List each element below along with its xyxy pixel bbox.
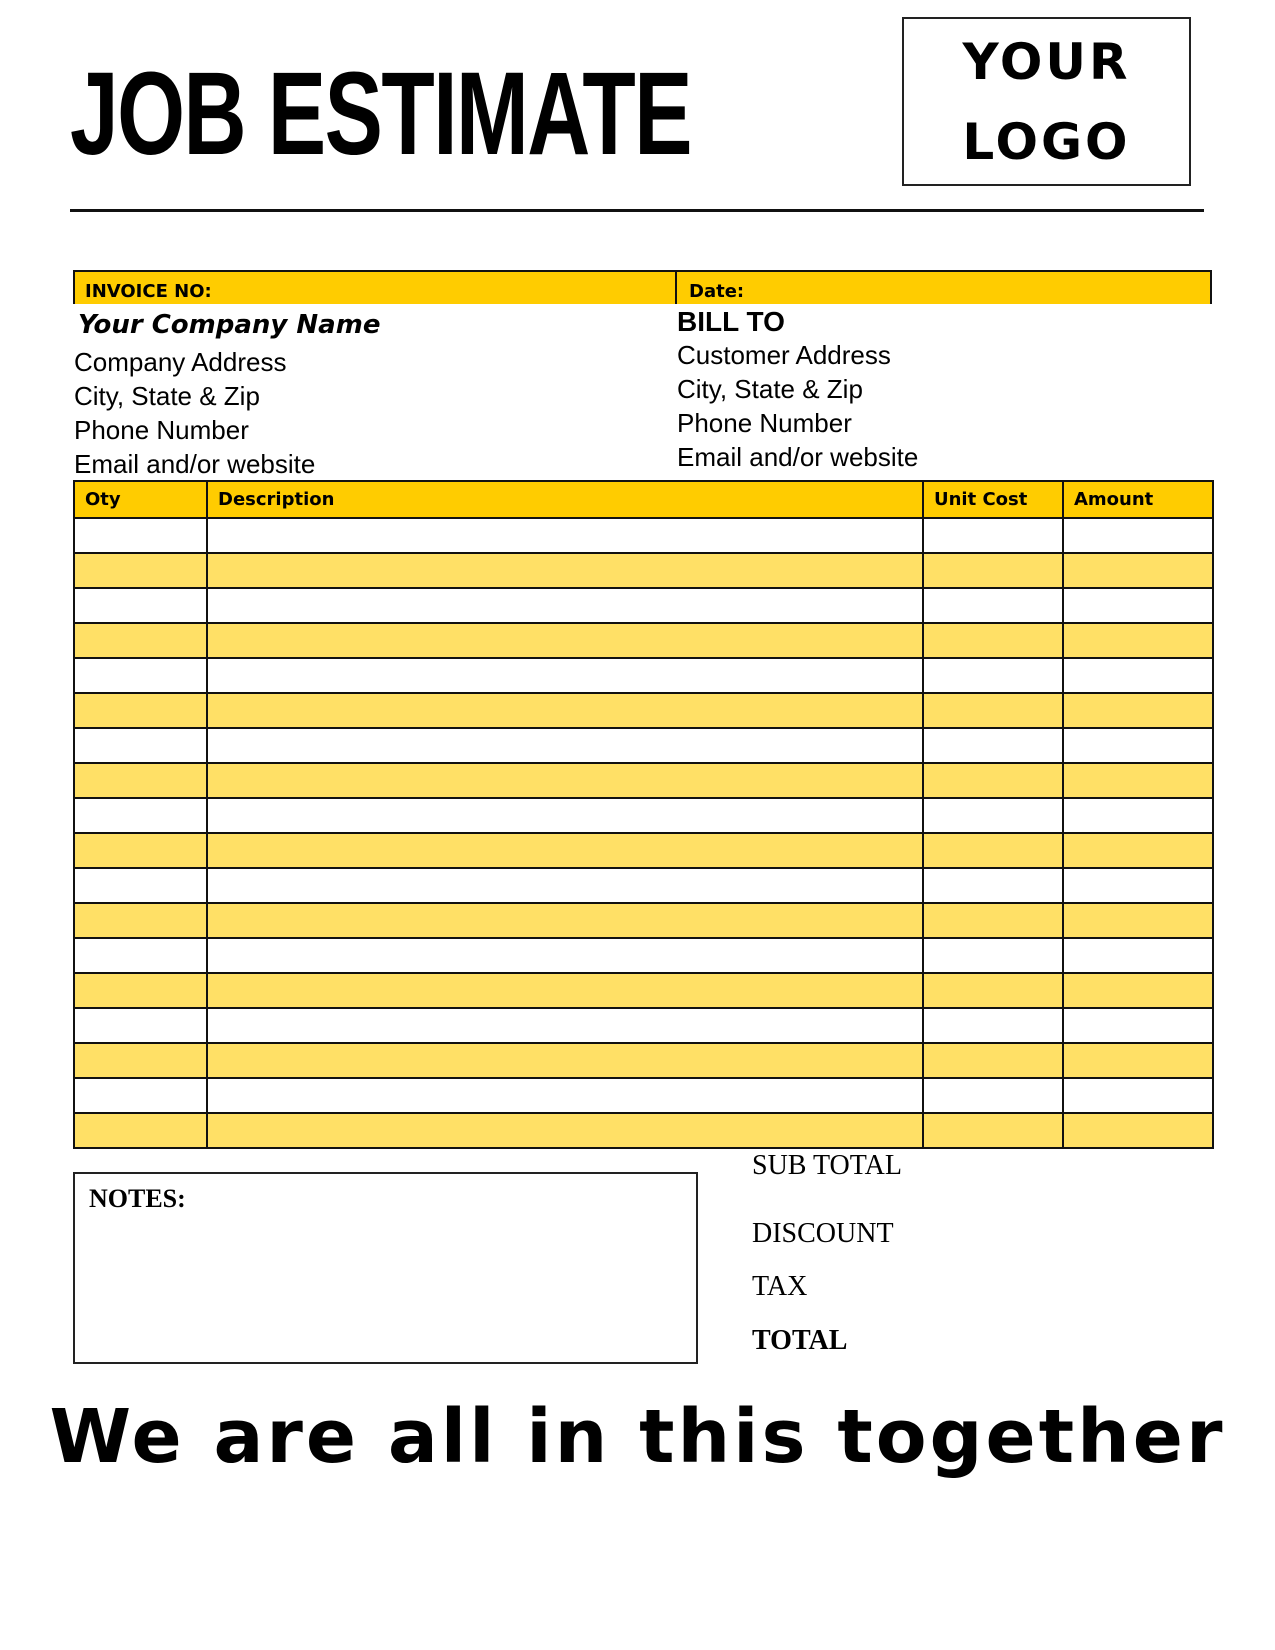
description-cell[interactable]: [207, 1078, 923, 1113]
table-row: [74, 973, 1213, 1008]
description-cell[interactable]: [207, 868, 923, 903]
logo-text-line1: YOUR: [962, 32, 1131, 91]
unit-cost-cell[interactable]: [923, 868, 1063, 903]
discount-label: DISCOUNT: [752, 1218, 894, 1249]
amount-cell[interactable]: [1063, 623, 1213, 658]
amount-cell[interactable]: [1063, 833, 1213, 868]
qty-cell[interactable]: [74, 973, 207, 1008]
tax-label: TAX: [752, 1271, 808, 1302]
line-items-table: [73, 480, 1214, 1149]
amount-cell[interactable]: [1063, 868, 1213, 903]
company-phone: Phone Number: [74, 415, 249, 445]
table-row: [74, 833, 1213, 868]
amount-cell[interactable]: [1063, 693, 1213, 728]
description-cell[interactable]: [207, 1008, 923, 1043]
company-city: City, State & Zip: [74, 381, 260, 411]
table-row: [74, 658, 1213, 693]
amount-cell[interactable]: [1063, 1113, 1213, 1148]
qty-cell[interactable]: [74, 693, 207, 728]
description-cell[interactable]: [207, 973, 923, 1008]
info-bar-divider: [675, 270, 677, 304]
description-cell[interactable]: [207, 658, 923, 693]
unit-cost-cell[interactable]: [923, 728, 1063, 763]
unit-cost-cell[interactable]: [923, 623, 1063, 658]
table-row: [74, 868, 1213, 903]
column-header-qty: Oty: [74, 481, 207, 518]
description-cell[interactable]: [207, 728, 923, 763]
description-cell[interactable]: [207, 938, 923, 973]
qty-cell[interactable]: [74, 518, 207, 553]
date-label: Date:: [689, 281, 745, 302]
customer-city: City, State & Zip: [677, 374, 863, 404]
title-divider: [70, 209, 1204, 212]
description-cell[interactable]: [207, 1043, 923, 1078]
customer-address: Customer Address: [677, 340, 891, 370]
amount-cell[interactable]: [1063, 938, 1213, 973]
unit-cost-cell[interactable]: [923, 833, 1063, 868]
info-header-bar: [73, 270, 1212, 304]
qty-cell[interactable]: [74, 1043, 207, 1078]
logo-placeholder: [902, 17, 1191, 186]
total-label: TOTAL: [752, 1325, 848, 1356]
description-cell[interactable]: [207, 693, 923, 728]
column-header-unit-cost: Unit Cost: [923, 481, 1063, 518]
column-header-amount: Amount: [1063, 481, 1213, 518]
table-row: [74, 938, 1213, 973]
amount-cell[interactable]: [1063, 1008, 1213, 1043]
table-row: [74, 553, 1213, 588]
table-row: [74, 588, 1213, 623]
amount-cell[interactable]: [1063, 798, 1213, 833]
table-row: [74, 623, 1213, 658]
description-cell[interactable]: [207, 833, 923, 868]
qty-cell[interactable]: [74, 1078, 207, 1113]
subtotal-label: SUB TOTAL: [752, 1150, 902, 1181]
description-cell[interactable]: [207, 903, 923, 938]
unit-cost-cell[interactable]: [923, 1043, 1063, 1078]
amount-cell[interactable]: [1063, 763, 1213, 798]
footer-tagline: We are all in this together: [49, 1394, 1226, 1480]
table-row: [74, 1008, 1213, 1043]
unit-cost-cell[interactable]: [923, 1078, 1063, 1113]
bill-to-heading: BILL TO: [677, 306, 785, 337]
table-row: [74, 1043, 1213, 1078]
description-cell[interactable]: [207, 1113, 923, 1148]
page-title: JOB ESTIMATE: [70, 48, 692, 180]
description-cell[interactable]: [207, 518, 923, 553]
table-row: [74, 518, 1213, 553]
unit-cost-cell[interactable]: [923, 1113, 1063, 1148]
unit-cost-cell[interactable]: [923, 798, 1063, 833]
table-body: [74, 518, 1213, 1148]
description-cell[interactable]: [207, 623, 923, 658]
table-row: [74, 728, 1213, 763]
unit-cost-cell[interactable]: [923, 1008, 1063, 1043]
unit-cost-cell[interactable]: [923, 763, 1063, 798]
amount-cell[interactable]: [1063, 903, 1213, 938]
unit-cost-cell[interactable]: [923, 903, 1063, 938]
qty-cell[interactable]: [74, 938, 207, 973]
description-cell[interactable]: [207, 553, 923, 588]
qty-cell[interactable]: [74, 1113, 207, 1148]
amount-cell[interactable]: [1063, 588, 1213, 623]
invoice-number-label: INVOICE NO:: [85, 281, 212, 302]
amount-cell[interactable]: [1063, 973, 1213, 1008]
unit-cost-cell[interactable]: [923, 518, 1063, 553]
amount-cell[interactable]: [1063, 1043, 1213, 1078]
qty-cell[interactable]: [74, 588, 207, 623]
qty-cell[interactable]: [74, 623, 207, 658]
description-cell[interactable]: [207, 588, 923, 623]
qty-cell[interactable]: [74, 553, 207, 588]
unit-cost-cell[interactable]: [923, 938, 1063, 973]
qty-cell[interactable]: [74, 728, 207, 763]
description-cell[interactable]: [207, 763, 923, 798]
table-row: [74, 798, 1213, 833]
qty-cell[interactable]: [74, 903, 207, 938]
company-email: Email and/or website: [74, 449, 316, 479]
table-row: [74, 693, 1213, 728]
amount-cell[interactable]: [1063, 518, 1213, 553]
qty-cell[interactable]: [74, 658, 207, 693]
amount-cell[interactable]: [1063, 553, 1213, 588]
company-name: Your Company Name: [78, 310, 381, 340]
table-row: [74, 1078, 1213, 1113]
notes-label: NOTES:: [89, 1184, 186, 1213]
table-row: [74, 1113, 1213, 1148]
column-header-description: Description: [207, 481, 923, 518]
customer-email: Email and/or website: [677, 442, 919, 472]
unit-cost-cell[interactable]: [923, 588, 1063, 623]
description-cell[interactable]: [207, 798, 923, 833]
amount-cell[interactable]: [1063, 728, 1213, 763]
amount-cell[interactable]: [1063, 658, 1213, 693]
table-row: [74, 903, 1213, 938]
logo-text-line2: LOGO: [962, 112, 1131, 171]
company-address: Company Address: [74, 347, 287, 377]
qty-cell[interactable]: [74, 833, 207, 868]
qty-cell[interactable]: [74, 798, 207, 833]
table-header-row: [74, 481, 1213, 518]
amount-cell[interactable]: [1063, 1078, 1213, 1113]
qty-cell[interactable]: [74, 868, 207, 903]
unit-cost-cell[interactable]: [923, 553, 1063, 588]
unit-cost-cell[interactable]: [923, 693, 1063, 728]
customer-phone: Phone Number: [677, 408, 852, 438]
unit-cost-cell[interactable]: [923, 658, 1063, 693]
table-row: [74, 763, 1213, 798]
qty-cell[interactable]: [74, 1008, 207, 1043]
unit-cost-cell[interactable]: [923, 973, 1063, 1008]
qty-cell[interactable]: [74, 763, 207, 798]
